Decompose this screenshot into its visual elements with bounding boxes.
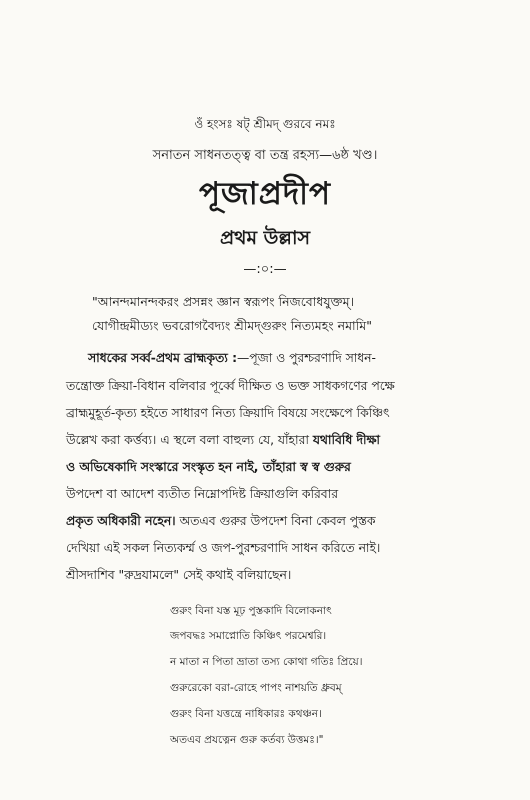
verse-line: "আনন্দমানন্দকরং প্রসন্নং জ্ঞান স্বরূপং নিজবোধযুক্তম্। bbox=[92, 294, 355, 309]
emphasis-text: যথাবিধি দীক্ষা bbox=[312, 433, 381, 447]
paragraph-line: উপদেশ বা আদেশ ব্যতীত নিম্নোপদিষ্ট ক্রিয়াগুলি করিবার bbox=[66, 487, 338, 501]
shloka-line: অতএব প্রযত্নেন গুরু কর্তব্য উত্তমঃ।" bbox=[170, 734, 324, 746]
paragraph-text: অতএব গুরুর উপদেশ বিনা কেবল পুস্তক bbox=[179, 514, 376, 528]
paragraph-line: শ্রীসদাশিব "রুদ্রযামলে" সেই কথাই বলিয়াছেন। bbox=[66, 568, 292, 582]
paragraph-heading: সাধকের সর্ব্ব-প্রথম ব্রাহ্মকৃত্য : bbox=[88, 351, 237, 365]
shloka-line: জপবদ্ধঃ সমাপ্নোতি কিঞ্চিৎ পরমেশ্বরি। bbox=[170, 630, 327, 642]
paragraph-text: উল্লেখ করা কর্ত্তব্য। এ স্থলে বলা বাহুল্য যে, যাঁহারা bbox=[66, 433, 309, 447]
shloka-line: গুরুরেকো বরা-রোহে পাপং নাশয়তি ধ্রুবম্ bbox=[170, 682, 342, 694]
paragraph-line bbox=[66, 513, 375, 533]
shloka-line: গুরুং বিনা যস্ত মূঢ় পুস্তকাদি বিলোকনাৎ bbox=[170, 605, 332, 617]
page-title: পূজাপ্রদীপ bbox=[198, 176, 332, 212]
paragraph-line bbox=[66, 432, 380, 452]
paragraph-text: —পূজা ও পুরশ্চরণাদি সাধন- bbox=[237, 351, 376, 365]
paragraph-line: ও অভিষেকাদি সংস্কারে সংস্কৃত হন নাই, তাঁহারা স্ব স্ব গুরুর bbox=[66, 460, 351, 474]
chapter-subtitle: প্রথম উল্লাস bbox=[219, 227, 311, 249]
paragraph-line bbox=[88, 350, 376, 370]
emphasis-text: প্রকৃত অধিকারী নহেন। bbox=[66, 514, 176, 528]
shloka-line: গুরুং বিনা যত্তন্ত্রে নাধিকারঃ কথঞ্চন। bbox=[170, 708, 322, 720]
invocation-line: ওঁ হংসঃ ষট্ শ্রীমদ্ গুরবে নমঃ bbox=[194, 117, 336, 131]
paragraph-line: তন্ত্রোক্ত ক্রিয়া-বিধান বলিবার পূর্ব্বে দীক্ষিত ও ভক্ত সাধকগণের পক্ষে bbox=[66, 379, 395, 393]
verse-line: যোগীন্দ্রমীড্যং ভবরোগবৈদ্যং শ্রীমদ্‌গুরুং নিত্যমহং নমামি" bbox=[92, 318, 372, 333]
shloka-line: ন মাতা ন পিতা ভ্রাতা তস্য কোথা গতিঃ প্রিয়ে। bbox=[170, 656, 363, 668]
paragraph-line: ব্রাহ্মমুহূর্ত-কৃত্য হইতে সাধারণ নিত্য ক্রিয়াদি বিষয়ে সংক্ষেপে কিঞ্চিৎ bbox=[66, 406, 390, 420]
paragraph-line: দেখিয়া এই সকল নিত্যকর্ম্ম ও জপ-পুরশ্চরণাদি সাধন করিতে নাই। bbox=[66, 541, 381, 555]
series-line: সনাতন সাধনতত্ত্ব বা তন্ত্র রহস্য—৬ষ্ঠ খণ্ড। bbox=[152, 148, 378, 163]
separator: —:০:— bbox=[243, 262, 287, 277]
